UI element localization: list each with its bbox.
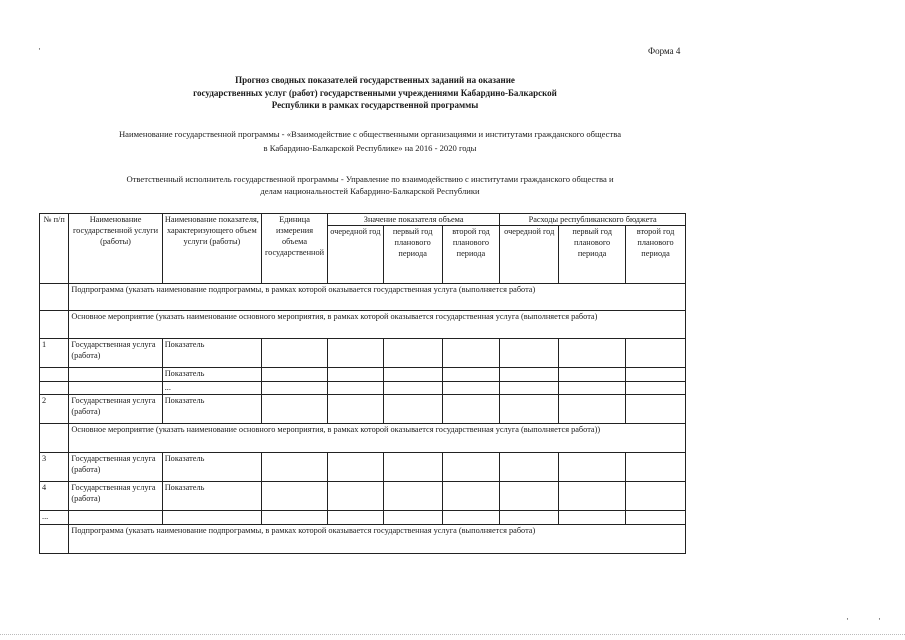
header-indicator-name: Наименование показателя, характеризующего объем услуги (работы): [162, 214, 261, 284]
subprogram-text: Подпрограмма (указать наименование подпрограммы, в рамках которой оказывается государственная услуга (выполняется работа): [69, 525, 686, 554]
main-activity-row: [40, 424, 686, 453]
responsible-executor: [40, 173, 700, 197]
ellipsis-cell: ...: [40, 511, 69, 525]
table-row: [40, 482, 686, 511]
table-row: [40, 511, 686, 525]
title-line-3: Республики в рамках государственной программы: [271, 100, 479, 110]
header-service-name: Наименование государственной услуги (работы): [69, 214, 162, 284]
indicator-cell: Показатель: [162, 339, 261, 368]
scan-mark: ·: [878, 614, 881, 624]
indicator-cell: Показатель: [162, 368, 261, 382]
program-name: [40, 127, 700, 155]
header-volume-first-year: первый год планового периода: [383, 226, 442, 284]
service-cell: Государственная услуга (работа): [69, 339, 162, 368]
table-row: [40, 395, 686, 424]
table-row: [40, 339, 686, 368]
header-unit: Единица измерения объема государственной: [262, 214, 328, 284]
form-label: Форма 4: [648, 46, 681, 56]
indicator-cell: Показатель: [162, 395, 261, 424]
main-activity-text: Основное мероприятие (указать наименование основного мероприятия, в рамках которой оказывается государственная услуга (выполняется работа): [69, 311, 686, 339]
header-row-1: [40, 214, 686, 226]
main-activity-row: [40, 311, 686, 339]
program-line-2: в Кабардино-Балкарской Республике» на 2016 - 2020 годы: [263, 143, 477, 153]
ellipsis-cell: ...: [162, 382, 261, 395]
indicator-cell: Показатель: [162, 453, 261, 482]
row-num: 2: [40, 395, 69, 424]
header-budget-first-year: первый год планового периода: [559, 226, 626, 284]
title-line-1: Прогноз сводных показателей государственных заданий на оказание: [235, 75, 515, 85]
row-num: 3: [40, 453, 69, 482]
scan-mark: ·: [38, 44, 41, 54]
table-row: [40, 382, 686, 395]
indicator-cell: Показатель: [162, 482, 261, 511]
header-budget-current-year: очередной год: [500, 226, 559, 284]
service-cell: Государственная услуга (работа): [69, 395, 162, 424]
service-cell: Государственная услуга (работа): [69, 482, 162, 511]
subprogram-row: [40, 525, 686, 554]
responsible-line-2: делам национальностей Кабардино-Балкарской Республики: [260, 186, 480, 196]
title-line-2: государственных услуг (работ) государственными учреждениями Кабардино-Балкарской: [193, 87, 557, 98]
row-num: 4: [40, 482, 69, 511]
header-volume-group: Значение показателя объема: [327, 214, 499, 226]
table-row: [40, 453, 686, 482]
forecast-table: [39, 213, 686, 554]
header-budget-group: Расходы республиканского бюджета: [500, 214, 686, 226]
row-num: 1: [40, 339, 69, 368]
subprogram-row: [40, 284, 686, 311]
scan-edge: [0, 634, 905, 635]
subprogram-text: Подпрограмма (указать наименование подпрограммы, в рамках которой оказывается государственная услуга (выполняется работа): [69, 284, 686, 311]
scan-mark: ·: [846, 614, 849, 624]
main-activity-text: Основное мероприятие (указать наименование основного мероприятия, в рамках которой оказывается государственная услуга (выполняется работа)): [69, 424, 686, 453]
header-volume-second-year: второй год планового периода: [442, 226, 500, 284]
program-line-1: Наименование государственной программы - «Взаимодействие с общественными организациями и институтами гражданского общества: [118, 129, 622, 139]
table-row: [40, 368, 686, 382]
header-num: № п/п: [40, 214, 69, 284]
responsible-line-1: Ответственный исполнитель государственной программы - Управление по взаимодействию с институтами гражданского общества и: [126, 174, 614, 184]
header-budget-second-year: второй год планового периода: [626, 226, 686, 284]
header-volume-current-year: очередной год: [327, 226, 383, 284]
service-cell: Государственная услуга (работа): [69, 453, 162, 482]
document-title: [150, 74, 600, 112]
